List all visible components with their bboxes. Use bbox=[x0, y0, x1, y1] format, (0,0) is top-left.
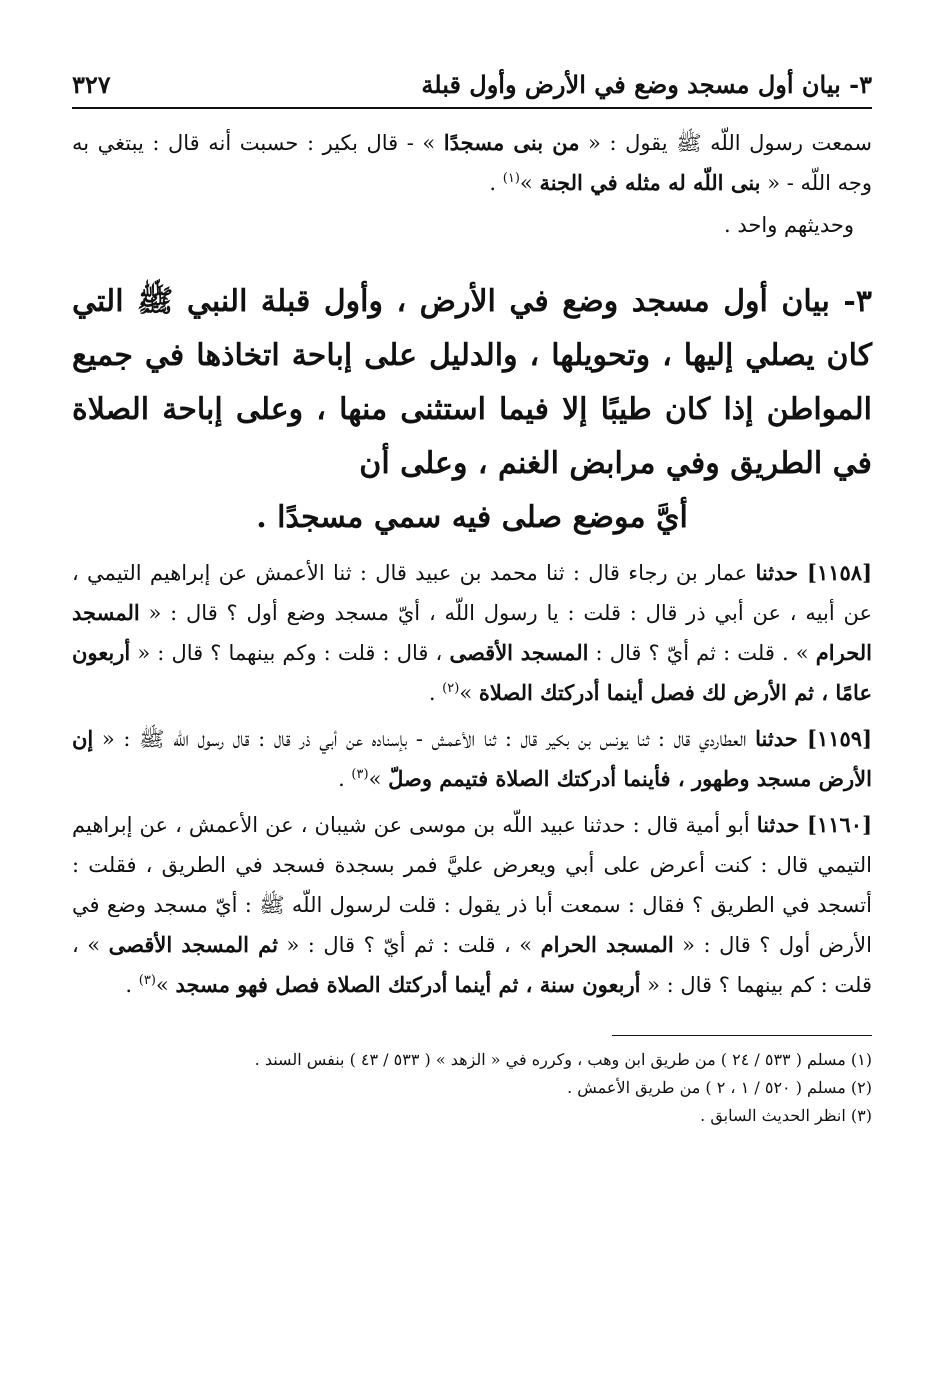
hadith-text: » ، قلت : كم بينهما ؟ قال : « bbox=[72, 933, 872, 997]
hadith-text: عمار بن رجاء قال : ثنا محمد بن عبيد قال : ثنا الأعمش عن إبراهيم التيمي ، عن أبيه ، عن أبي ذر قال : قلت : يا رسول اللّه ، أيّ مسجد وضع أول ؟ قال : « bbox=[72, 561, 872, 625]
chapter-heading-last-line: أيَّ موضع صلى فيه سمي مسجدًا . bbox=[256, 500, 688, 535]
footnotes-section bbox=[72, 1035, 872, 1130]
footnote-ref: (١) bbox=[502, 171, 520, 186]
chapter-heading-text: ٣- بيان أول مسجد وضع في الأرض ، وأول قبلة النبي ﷺ التي كان يصلي إليها ، وتحويلها ، والدليل على إباحة اتخاذها في جميع المواطن إذا كان طيبًا إلا فيما استثنى منها ، وعلى إباحة الصلاة في الطريق وفي مرابض الغنم ، وعلى أن bbox=[72, 284, 872, 481]
hadith-quote: المسجد الحرام bbox=[72, 600, 872, 665]
hadith-text: » bbox=[459, 681, 479, 705]
footnote-2: (٢) مسلم ( ٥٢٠ / ١ ، ٢ ) من طريق الأعمش . bbox=[567, 1078, 872, 1097]
hadith-quote: إن الأرض مسجد وطهور ، فأينما أدركتك الصلاة فتيمم وصلّ bbox=[72, 726, 872, 791]
hadith-narration-word: حدثنا bbox=[755, 560, 807, 585]
hadith-1160 bbox=[72, 805, 872, 1005]
hadith-text: العطاردي قال : ثنا يونس بن بكير قال : ثنا الأعمش - بإسناده عن أبي ذر قال : قال رسول اللّه ﷺ : « bbox=[93, 727, 756, 751]
book-page bbox=[72, 70, 872, 1130]
hadith-text: » ، قلت : ثم أيّ ؟ قال : « bbox=[277, 933, 541, 957]
intro-text: . bbox=[489, 171, 503, 195]
hadith-text: أبو أمية قال : حدثنا عبيد اللّه بن موسى عن شيبان ، عن الأعمش ، عن إبراهيم التيمي قال : كنت أعرض على أبي ويعرض عليَّ فمر بسجدة فسجد في الطريق ، فقلت : أتسجد في الطريق ؟ فقال : سمعت أبا ذر يقول : قلت لرسول اللّه ﷺ : أيّ مسجد وضع في الأرض أول ؟ قال : « bbox=[72, 813, 872, 957]
hadith-quote: أربعون عامًا ، ثم الأرض لك فصل أينما أدركتك الصلاة bbox=[72, 640, 872, 705]
hadith-text: » bbox=[368, 767, 389, 791]
hadith-text: . bbox=[125, 973, 139, 997]
intro-text: » - قال بكير : حسبت أنه قال : يبتغي به وجه اللّه - « bbox=[72, 131, 872, 195]
footnote-divider bbox=[612, 1035, 872, 1036]
running-header bbox=[72, 70, 872, 109]
intro-closing: وحديثهم واحد . bbox=[724, 213, 854, 237]
chapter-heading bbox=[72, 275, 872, 545]
intro-quote-1: من بنى مسجدًا bbox=[443, 130, 580, 155]
hadith-number: [١١٥٩] bbox=[807, 726, 872, 751]
footnote-1: (١) مسلم ( ٥٣٣ / ٢٤ ) من طريق ابن وهب ، وكرره في « الزهد » ( ٥٣٣ / ٤٣ ) بنفس السند . bbox=[254, 1050, 872, 1069]
footnote-ref: (٣) bbox=[351, 767, 369, 782]
hadith-quote: ثم المسجد الأقصى bbox=[108, 932, 278, 957]
hadith-text: . bbox=[338, 767, 352, 791]
hadith-quote: المسجد الحرام bbox=[540, 932, 674, 957]
intro-quote-2: بنى اللّه له مثله في الجنة bbox=[539, 170, 761, 195]
footnote-ref: (٣) bbox=[138, 973, 156, 988]
intro-text: » bbox=[519, 171, 540, 195]
hadith-1158 bbox=[72, 553, 872, 713]
hadith-number: [١١٦٠] bbox=[807, 812, 872, 837]
hadith-narration-word: حدثنا bbox=[755, 726, 807, 751]
hadith-text: ، قال : قلت : وكم بينهما ؟ قال : « bbox=[130, 641, 450, 665]
hadith-1159 bbox=[72, 719, 872, 799]
hadith-quote: أربعون سنة ، ثم أينما أدركتك الصلاة فصل فهو مسجد bbox=[175, 972, 641, 997]
hadith-text: » bbox=[155, 973, 176, 997]
hadith-quote: المسجد الأقصى bbox=[449, 640, 589, 665]
intro-paragraph bbox=[72, 123, 872, 203]
hadith-number: [١١٥٨] bbox=[807, 560, 872, 585]
footnote-3: (٣) انظر الحديث السابق . bbox=[700, 1106, 872, 1125]
intro-text: سمعت رسول اللّه ﷺ يقول : « bbox=[579, 131, 873, 155]
hadith-narration-word: حدثنا bbox=[756, 812, 807, 837]
hadith-text: . bbox=[428, 681, 443, 705]
hadith-text: » . قلت : ثم أيّ ؟ قال : bbox=[588, 641, 816, 665]
footnote-ref: (٢) bbox=[442, 681, 460, 696]
page-number: ٣٢٧ bbox=[72, 70, 111, 99]
section-title: ٣- بيان أول مسجد وضع في الأرض وأول قبلة bbox=[421, 70, 872, 99]
